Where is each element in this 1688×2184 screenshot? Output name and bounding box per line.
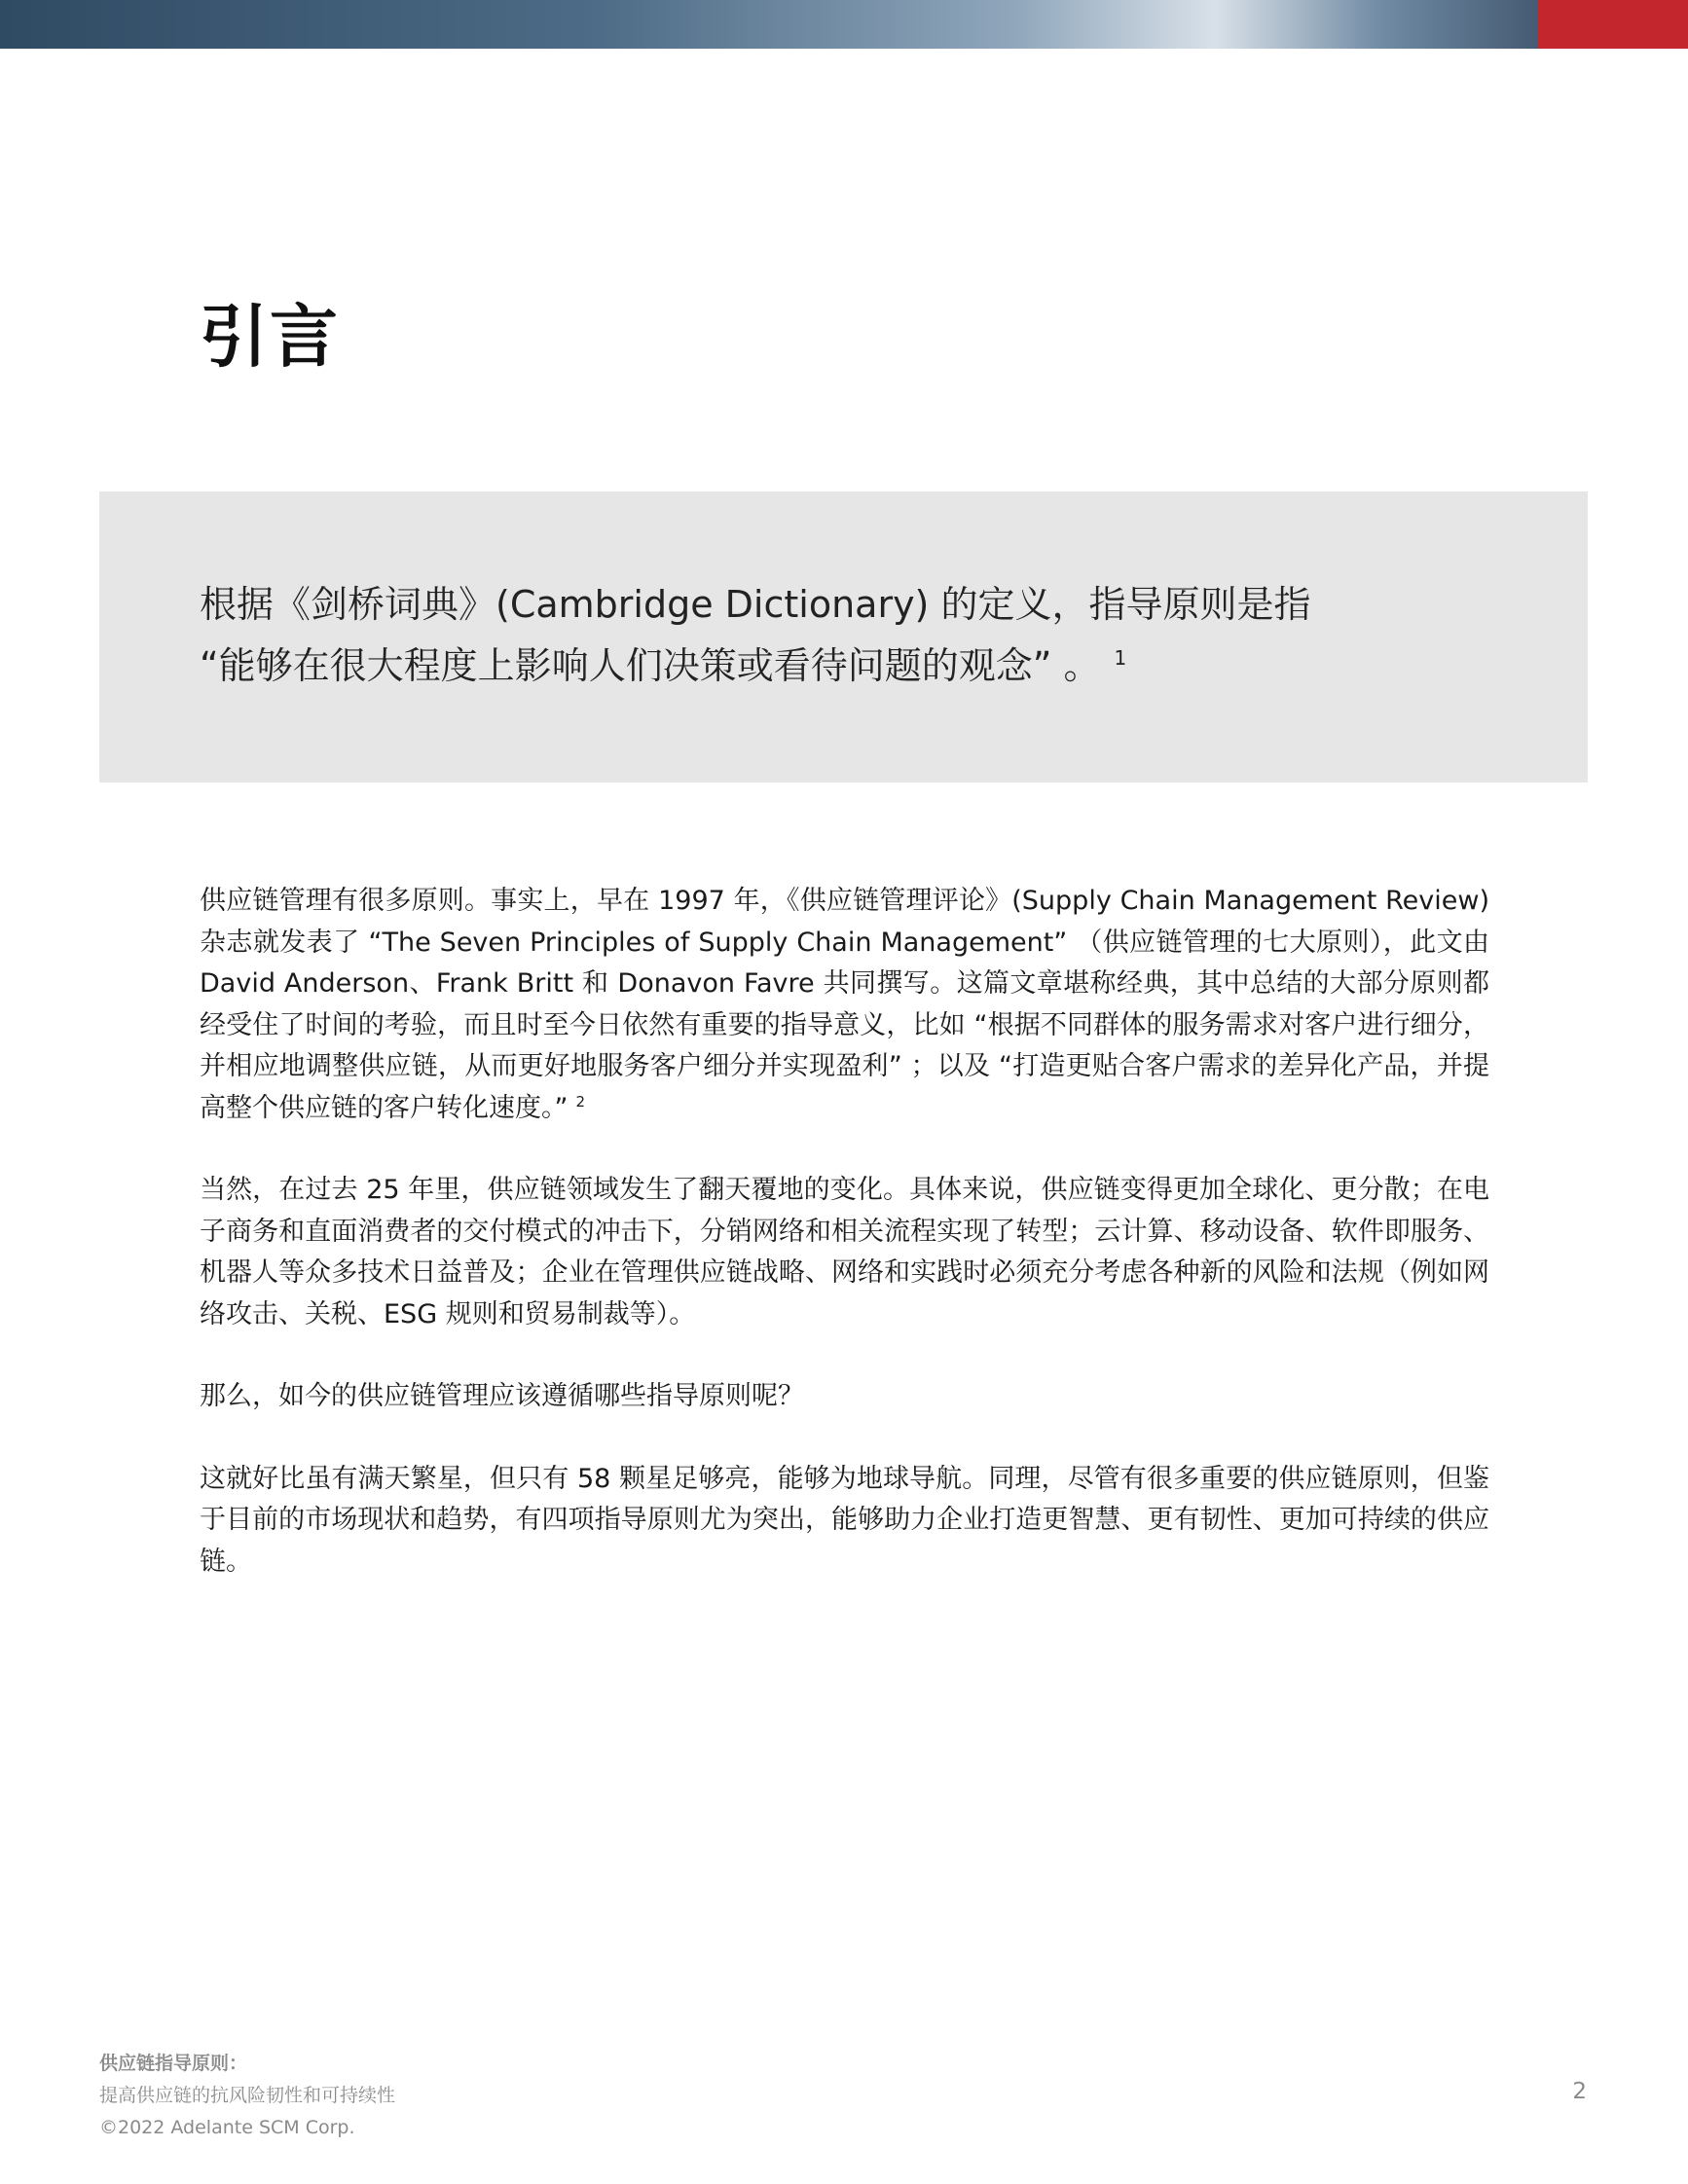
body-paragraph-1-text: 供应链管理有很多原则。事实上，早在 1997 年，《供应链管理评论》(Supply Chain Management Review) 杂志就发表了 “The Seven Principles of Supply Chain Management” （供应链管理的七大原则），此文由 David Anderson、Frank Britt 和 Donavon Favre 共同撰写。这篇文章堪称经典，其中总结的大部分原则都经受住了时间的考验，而且时至今日依然有重要的指导意义，比如 “根据不同群体的服务需求对客户进行细分，并相应地调整供应链，从而更好地服务客户细分并实现盈利” ；以及 “打造更贴合客户需求的差异化产品，并提高整个供应链的客户转化速度。”: [200, 886, 1489, 1123]
body-paragraph-3: 那么，如今的供应链管理应该遵循哪些指导原则呢？: [200, 1381, 804, 1411]
quote-text: [200, 574, 1465, 697]
footer: [99, 2048, 683, 2144]
body-paragraph-1: [200, 881, 1489, 1129]
header-banner: [0, 0, 1688, 49]
quote-line-1: 根据《剑桥词典》(Cambridge Dictionary) 的定义，指导原则是指: [200, 583, 1311, 626]
page-number: 2: [1572, 2079, 1587, 2104]
body-text: [200, 881, 1489, 1623]
page-title: 引言: [200, 297, 340, 377]
quote-line-2: “能够在很大程度上影响人们决策或看待问题的观念” 。: [200, 644, 1101, 687]
quote-footnote-marker: 1: [1114, 646, 1127, 671]
body-paragraph-4: 这就好比虽有满天繁星，但只有 58 颗星足够亮，能够为地球导航。同理，尽管有很多重要的供应链原则，但鉴于目前的市场现状和趋势，有四项指导原则尤为突出，能够助力企业打造更智慧、更有韧性、更加可持续的供应链。: [200, 1463, 1489, 1577]
body-paragraph-2: 当然，在过去 25 年里，供应链领域发生了翻天覆地的变化。具体来说，供应链变得更加全球化、更分散；在电子商务和直面消费者的交付模式的冲击下，分销网络和相关流程实现了转型；云计算、移动设备、软件即服务、机器人等众多技术日益普及；企业在管理供应链战略、网络和实践时必须充分考虑各种新的风险和法规（例如网络攻击、关税、ESG 规则和贸易制裁等）。: [200, 1175, 1489, 1329]
header-accent-bar: [1538, 0, 1688, 49]
footer-subtitle: 提高供应链的抗风险韧性和可持续性: [99, 2085, 396, 2106]
footer-copyright: ©2022 Adelante SCM Corp.: [99, 2117, 355, 2138]
body-footnote-marker: 2: [575, 1092, 586, 1110]
footer-title: 供应链指导原则：: [99, 2053, 248, 2074]
